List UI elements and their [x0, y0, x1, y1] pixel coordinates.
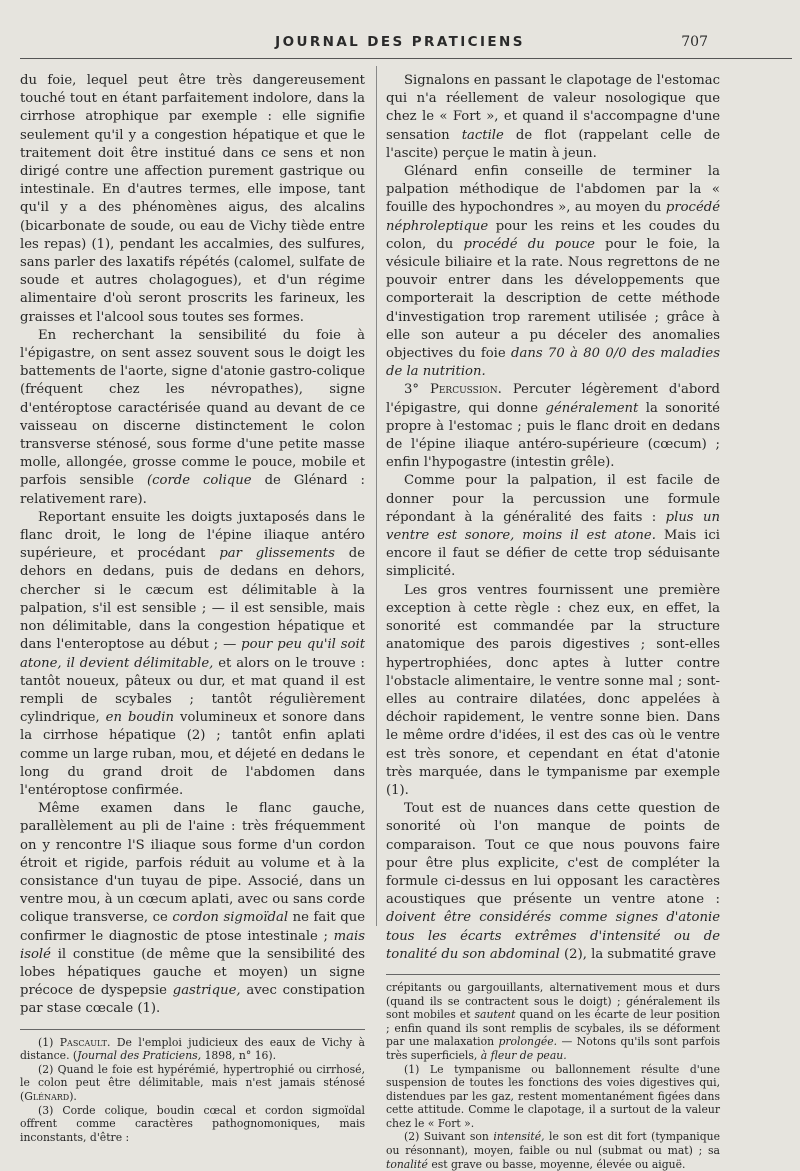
footnote-rule	[386, 974, 720, 975]
footnote: (1) Le tympanisme ou ballonnement résulte d'une suspension de toutes les fonctions des voies digestives qui, distendues par les gaz, restent momentanément figées dans cette attitude. Comme le clapotage, il a surtout de la valeur chez le « Fort ».	[386, 1062, 720, 1130]
paragraph: Signalons en passant le clapotage de l'estomac qui n'a réellement de valeur nosologique que chez le « Fort », et quand il s'accompagne d'une sensation tactile de flot (rappelant celle de l'ascite) perçue le matin à jeun.	[386, 73, 720, 161]
running-header	[0, 34, 800, 58]
footnote-continuation: crépitants ou gargouillants, alternativement mous et durs (quand ils se contractent sous le doigt) ; généralement ils sont mobiles et sautent quand on les écarte de leur position ; enfin quand ils sont remplis de scybales, ils se déforment par une malaxation prolongée. — Notons qu'ils sont parfois très superficiels, à fleur de peau.	[386, 980, 721, 1062]
paragraph: Glénard enfin conseille de terminer la palpation méthodique de l'abdomen par la « fouille des hypochondres », au moyen du procédé néphroleptique pour les reins et les coudes du colon, du procédé du pouce pour le foie, la vésicule biliaire et la rate. Nous regrettons de ne pouvoir entrer dans les développements que comporterait la description de cette méthode d'investigation trop rarement utilisée ; grâce à elle son auteur a pu déceler des anomalies objectives du foie dans 70 à 80 0/0 des maladies de la nutrition.	[386, 164, 720, 380]
column-divider	[376, 66, 377, 926]
footnote: (2) Quand le foie est hypérémié, hypertrophié ou cirrhosé, le colon peut être délimitable, mais n'est jamais sténosé (Glénard).	[20, 1062, 365, 1103]
journal-title: JOURNAL DES PRATICIENS	[275, 34, 525, 50]
paragraph: Les gros ventres fournissent une première exception à cette règle : chez eux, en effet, la sonorité est commandée par la structure anatomique des parois digestives ; sont-elles hypertrophiées, donc aptes à lutter contre l'obstacle alimentaire, le ventre sonne mal ; sont-elles au contraire dilatées, donc appelées à déchoir rapidement, le ventre sonne bien. Dans le même ordre d'idées, il est des cas où le ventre est très sonore, et cependant en état d'atonie très marquée, dans le tympanisme par exemple (1).	[386, 582, 720, 798]
footnote: (3) Corde colique, boudin cœcal et cordon sigmoïdal offrent comme caractères pathognomoniques, mais inconstants, d'être :	[20, 1103, 365, 1144]
left-column	[20, 72, 365, 1144]
footnote: (1) Pascault. De l'emploi judicieux des eaux de Vichy à distance. (Journal des Praticiens, 1898, n° 16).	[20, 1035, 365, 1063]
paragraph: du foie, lequel peut être très dangereusement touché tout en étant parfaitement indolore, dans la cirrhose atrophique par exemple : elle signifie seulement qu'il y a congestion hépatique et que le traitement doit être institué dans ce sens et non dirigé contre une affection purement gastrique ou intestinale. En d'autres termes, elle impose, tant qu'il y a des phénomènes aigus, des alcalins (bicarbonate de soude, ou eau de Vichy tiède entre les repas) (1), pendant les accalmies, des sulfures, sans parler des laxatifs répétés (calomel, sulfate de soude et autres cholagogues), et d'un régime alimentaire d'où seront proscrits les farineux, les graisses et l'alcool sous toutes ses formes.	[20, 73, 365, 325]
paragraph: Comme pour la palpation, il est facile de donner pour la percussion une formule répondant à la généralité des faits : plus un ventre est sonore, moins il est atone. Mais ici encore il faut se défier de cette trop séduisante simplicité.	[386, 473, 720, 580]
footnote-rule	[20, 1029, 365, 1030]
paragraph: Tout est de nuances dans cette question de sonorité où l'on manque de points de comparaison. Tout ce que nous pouvons faire pour être plus explicite, c'est de compléter la formule ci-dessus en lui opposant les caractères acoustiques que présente un ventre atone : doivent être considérés comme signes d'atonie tous les écarts extrêmes d'intensité ou de tonalité du son abdominal (2), la submatité grave	[386, 801, 720, 962]
page-number: 707	[681, 34, 708, 50]
header-rule	[20, 58, 792, 59]
footnote: (2) Suivant son intensité, le son est dit fort (tympanique ou résonnant), moyen, faible ou nul (submat ou mat) ; sa tonalité est grave ou basse, moyenne, élevée ou aiguë.	[386, 1130, 721, 1171]
paragraph: 3° Percussion. Percuter légèrement d'abord l'épigastre, qui donne généralement la sonorité propre à l'estomac ; puis le flanc droit en dedans de l'épine iliaque antéro-supérieure (cœcum) ; enfin l'hypogastre (intestin grêle).	[386, 382, 720, 471]
right-column	[386, 72, 720, 1171]
paragraph: Même examen dans le flanc gauche, parallèlement au pli de l'aine : très fréquemment on y rencontre l'S iliaque sous forme d'un cordon étroit et rigide, parfois réduit au volume et à la consistance d'un tuyau de pipe. Associé, dans un ventre mou, à un cœcum aplati, avec ou sans corde colique transverse, ce cordon sigmoïdal ne fait que confirmer le diagnostic de ptose intestinale ; mais isolé il constitue (de même que la sensibilité des lobes hépatiques gauche et moyen) un signe précoce de dyspepsie gastrique, avec constipation par stase cœcale (1).	[20, 801, 365, 1017]
paragraph: Reportant ensuite les doigts juxtaposés dans le flanc droit, le long de l'épine iliaque antéro supérieure, et procédant par glissements de dehors en dedans, puis de dedans en dehors, chercher si le cæcum est délimitable à la palpation, s'il est sensible ; — il est sensible, mais non délimitable, dans la congestion hépatique et dans l'enteroptose au début ; — pour peu qu'il soit atone, il devient délimitable, et alors on le trouve : tantôt noueux, pâteux ou dur, et mat quand il est rempli de scybales ; tantôt régulièrement cylindrique, en boudin volumineux et sonore dans la cirrhose hépatique (2) ; tantôt enfin aplati comme un large ruban, mou, et déjeté en dedans le long du grand droit de l'abdomen dans l'entéroptose confirmée.	[20, 509, 366, 798]
paragraph: En recherchant la sensibilité du foie à l'épigastre, on sent assez souvent sous le doigt les battements de l'aorte, signe d'atonie gastro-colique (fréquent chez les névropathes), signe d'entéroptose caractérisée quand au devant de ce vaisseau on discerne distinctement le colon transverse sténosé, sous forme d'une petite masse molle, allongée, grosse comme le pouce, mobile et parfois sensible (corde colique de Glénard : relativement rare).	[20, 327, 366, 507]
